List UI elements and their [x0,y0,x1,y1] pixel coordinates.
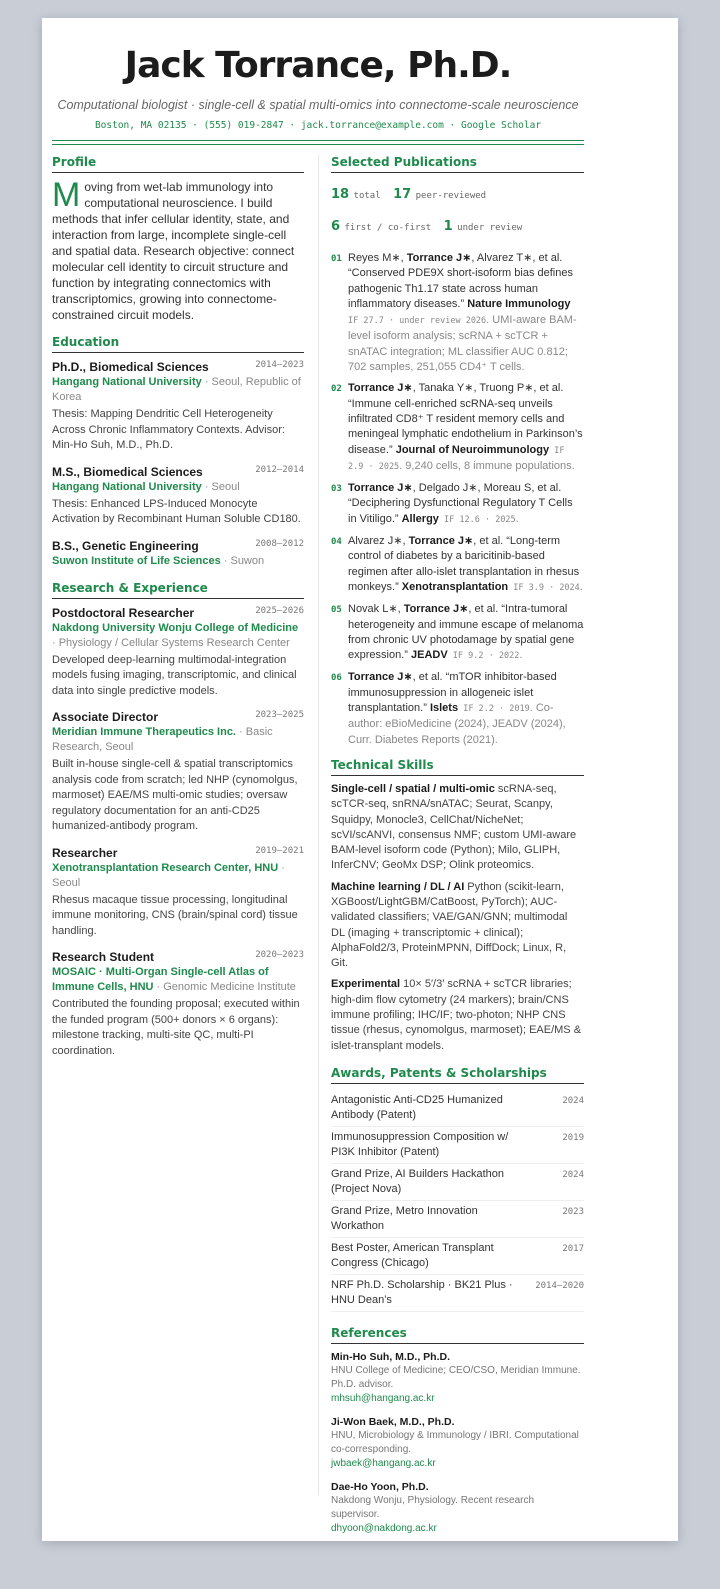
reference-item [331,1480,584,1536]
publication-number: 02 [331,384,342,395]
author-highlight: Torrance J∗ [348,482,413,495]
degree: B.S., Genetic Engineering [52,538,199,553]
author-highlight: Torrance J∗ [406,252,472,264]
award-item: Best Poster, American Transplant Congress (Chicago) 2017 [331,1238,584,1275]
institution: Hangang National University [52,376,202,388]
award-item: Immunosuppression Composition w/ PI3K Inhibitor (Patent) 2019 [331,1127,584,1164]
journal: Xenotransplantation [401,580,509,593]
awards-section [331,1066,584,1312]
entry-description: Thesis: Enhanced LPS-Induced Monocyte Activation by Recombinant Human Soluble CD180. [52,497,301,525]
reference-email-link[interactable]: mhsuh@hangang.ac.kr [331,1392,435,1404]
author-highlight: Torrance J∗ [403,603,469,616]
contact-line[interactable]: Boston, MA 02135 · (555) 019-2847 · jack.torrance@example.com · Google Scholar [94,120,542,131]
entry-description: Contributed the founding proposal; executed within the funded program (500+ donors × 6 organs): milestone tracking, multi-site QC, multi-PI coordination. [52,998,300,1057]
stat-under-review: 1 under review [443,219,523,234]
profile-title: Profile [52,155,304,173]
education-section [52,335,304,569]
date: 2019–2021 [255,845,304,856]
impact-factor: IF 2.2 · 2019 [458,704,530,715]
role: Postdoctoral Researcher [52,605,195,620]
stat-first-author: 6 first / co-first [331,219,432,234]
journal: Allergy [401,512,439,525]
organization: Meridian Immune Therapeutics Inc. [52,726,236,738]
author-highlight: Torrance J∗ [348,671,413,684]
impact-factor: IF 3.9 · 2024 [508,582,580,593]
tagline: Computational biologist · single-cell & spatial multi-omics into connectome-scale neuroscience [57,98,579,112]
right-column [331,155,584,1545]
organization: MOSAIC · Multi-Organ Single-cell Atlas of Immune Cells, HNU [52,966,269,993]
institution: Hangang National University [52,480,202,493]
role: Associate Director [52,710,159,724]
resume-header [52,44,584,131]
date: 2020–2023 [255,950,304,960]
skills-title: Technical Skills [331,758,584,776]
publication-number: 03 [331,484,342,495]
entry-description: Thesis: Mapping Dendritic Cell Heterogeneity Across Chronic Inflammatory Contexts. Advisor: Min-Ho Suh, M.D., Ph.D. [52,408,285,451]
education-title: Education [52,335,304,353]
location: · Physiology / Cellular Systems Research Center [52,636,290,649]
role: Research Student [52,950,155,964]
location: · Suwon [220,554,265,567]
entry-description: Built in-house single-cell & spatial transcriptomics analysis code from scratch; led NHP (cynomolgus, marmoset) EAE/MS multi-omic studies; oversaw regulatory documentation for an anti-CD25 humanized-antibody program. [52,758,298,832]
column-divider [318,155,319,1495]
references-title: References [331,1326,584,1344]
stat-peer-reviewed: 17 peer-reviewed [393,187,487,202]
impact-factor: IF 9.2 · 2022 [447,651,520,662]
candidate-name: Jack Torrance, Ph.D. [124,45,512,86]
profile-dropcap: M [52,176,81,214]
award-date: 2023 [562,1206,584,1217]
degree: M.S., Biomedical Sciences [52,464,203,479]
date: 2012–2014 [255,464,304,475]
impact-factor: IF 27.7 · under review 2026 [348,316,487,327]
publication-item: 04 Alvarez J∗, Torrance J∗, et al. “Long-term control of diabetes by a baricitinib-based regimen after allo-islet transplantation in rhesus monkeys.” Xenotransplantation IF 3.9 · 2024. [331,535,583,593]
reference-affiliation: HNU College of Medicine; CEO/CSO, Meridian Immune. Ph.D. advisor. [331,1364,581,1390]
date: 2014–2023 [255,360,304,370]
publication-number: 04 [331,537,342,548]
organization: Xenotransplantation Research Center, HNU [52,861,279,874]
journal: JEADV [410,649,448,662]
location: · Seoul [201,480,240,493]
publication-item: 06 Torrance J∗, et al. “mTOR inhibitor-based immunosuppression in allogeneic islet transplantation.” Islets IF 2.2 · 2019. Co-author: eBioMedicine (2024), JEADV (2024), Curr. Diabetes Reports (2021). [331,671,566,746]
publication-stats [331,179,584,243]
award-date: 2024 [562,1169,584,1180]
reference-affiliation: HNU, Microbiology & Immunology / IBRI. Computational co-corresponding. [331,1429,579,1455]
journal: Journal of Neuroimmunology [395,443,550,456]
reference-name: Min-Ho Suh, M.D., Ph.D. [331,1350,450,1363]
reference-email-link[interactable]: dhyoon@nakdong.ac.kr [331,1522,437,1534]
publications-section [331,155,584,748]
profile-section [52,155,304,323]
publication-number: 05 [331,605,342,616]
location: · Basic Research, Seoul [52,726,273,753]
experience-section [52,581,304,1060]
skill-label: Machine learning / DL / AI [331,880,465,893]
stat-total: 18 total [331,187,381,202]
publication-item: 02 Torrance J∗, Tanaka Y∗, Truong P∗, et al. “Immune cell-enriched scRNA-seq unveils infiltrated CD8⁺ T resident memory cells and meningeal lymphatic endothelium in Parkinson’s disease.” Journal of Neuroimmunology IF 2.9 · 2025. 9,240 cells, 8 immune populations. [331,382,583,472]
journal: Islets [429,702,459,715]
author-highlight: Torrance J∗ [408,535,474,548]
location: · Seoul, Republic of Korea [52,376,301,403]
award-date: 2019 [562,1132,584,1143]
publication-number: 06 [331,673,342,684]
reference-name: Ji-Won Baek, M.D., Ph.D. [331,1415,455,1428]
award-item: NRF Ph.D. Scholarship · BK21 Plus · HNU Dean’s 2014–2020 [331,1275,584,1312]
header-rule [52,140,584,145]
profile-text-block [52,176,304,323]
publication-item: 05 Novak L∗, Torrance J∗, et al. “Intra-tumoral heterogeneity and immune escape of melanoma from chronic UV photodamage by spatial gene expression.” JEADV IF 9.2 · 2022. [331,603,584,662]
author-highlight: Torrance J∗ [348,382,413,395]
skill-group [331,880,584,972]
experience-title: Research & Experience [52,581,304,599]
skill-group [331,977,584,1053]
skill-text: scRNA-seq, scTCR-seq, snRNA/snATAC; Seurat, Scanpy, Squidpy, Monocle3, CellChat/NicheNet; scVI/scANVI, consensus NMF; custom UMI-aware BAM-level isoform code (Python); Milo, GLIPH, InferCNV; GeoMx DSP; Olink proteomics. [331,782,577,872]
location: · Seoul [52,861,285,889]
profile-text: oving from wet-lab immunology into computational neuroscience. I build methods that infer cellular identity, state, and interaction from large, incomplete single-cell and spatial data. Research objective: connect molecular cell identity to circuit structure and function by integrating connectomics with transcriptomics, growing into connectome-constrained circuit models. [52,180,295,322]
reference-affiliation: Nakdong Wonju, Physiology. Recent research supervisor. [331,1494,535,1520]
degree: Ph.D., Biomedical Sciences [52,360,209,374]
impact-factor: IF 2.9 · 2025 [348,445,565,472]
reference-item [331,1350,584,1406]
skill-group [331,782,584,874]
skill-label: Experimental [331,978,401,991]
date: 2023–2025 [255,710,304,720]
award-date: 2017 [562,1243,584,1254]
experience-entry [52,605,304,700]
entry-description: Developed deep-learning multimodal-integration models fusing imaging, transcriptomic, and clinical data into single predictive models. [52,653,297,697]
publication-number: 01 [331,254,342,264]
publications-title: Selected Publications [331,155,584,173]
experience-entry [52,949,304,1059]
education-entry [52,538,304,569]
institution: Suwon Institute of Life Sciences [52,554,221,567]
skill-label: Single-cell / spatial / multi-omic [331,782,495,795]
left-column [52,155,304,1069]
award-item: Grand Prize, Metro Innovation Workathon 2023 [331,1201,584,1238]
date: 2025–2026 [255,605,304,616]
education-entry [52,464,304,528]
skill-text: Python (scikit-learn, XGBoost/LightGBM/CatBoost, PyTorch); AUC-validated classifiers; VAE/GAN/GNN; multimodal DL (imaging + transcriptomic + clinical); AlphaFold2/3, ProteinMPNN, DiffDock; Linux, R, Git. [331,880,568,970]
experience-entry [52,709,304,835]
reference-item [331,1415,584,1471]
references-section [331,1326,584,1536]
entry-description: Rhesus macaque tissue processing, longitudinal immune monitoring, CNS (brain/spinal cord) tissue handling. [52,893,298,937]
award-item: Antagonistic Anti-CD25 Humanized Antibody (Patent) 2024 [331,1090,584,1127]
journal: Nature Immunology [467,297,571,310]
reference-name: Dae-Ho Yoon, Ph.D. [331,1480,429,1493]
skills-section [331,758,584,1054]
awards-title: Awards, Patents & Scholarships [331,1066,584,1084]
publication-item: 01 Reyes M∗, Torrance J∗, Alvarez T∗, et al. “Conserved PDE9X short-isoform bias defines pathogenic Th1.17 state across human inflammatory diseases.” Nature Immunology IF 27.7 · under review 2026. UMI-aware BAM-level isoform analysis; scRNA + scTCR + snATAC integration; ML classifier AUC 0.812; 702 samples, 251,055 CD4⁺ T cells. [331,252,577,374]
reference-email-link[interactable]: jwbaek@hangang.ac.kr [331,1457,436,1469]
experience-entry [52,845,304,940]
location: · Genomic Medicine Institute [153,981,296,993]
award-date: 2014–2020 [535,1280,584,1291]
organization: Nakdong University Wonju College of Medicine [52,621,299,634]
education-entry [52,359,304,454]
impact-factor: IF 12.6 · 2025 [438,514,516,525]
award-item: Grand Prize, AI Builders Hackathon (Project Nova) 2024 [331,1164,584,1201]
award-date: 2024 [562,1095,584,1106]
publication-item: 03 Torrance J∗, Delgado J∗, Moreau S, et al. “Deciphering Dysfunctional Regulatory T Cells in Vitiligo.” Allergy IF 12.6 · 2025. [331,482,573,525]
role: Researcher [52,845,118,860]
date: 2008–2012 [255,538,304,549]
skill-text: 10× 5′/3′ scRNA + scTCR libraries; high-dim flow cytometry (24 markers); brain/CNS immune profiling; IHC/IF; two-photon; NHP CNS tissue (rhesus, cynomolgus, marmoset); EAE/MS & islet-transplant models. [331,978,582,1052]
